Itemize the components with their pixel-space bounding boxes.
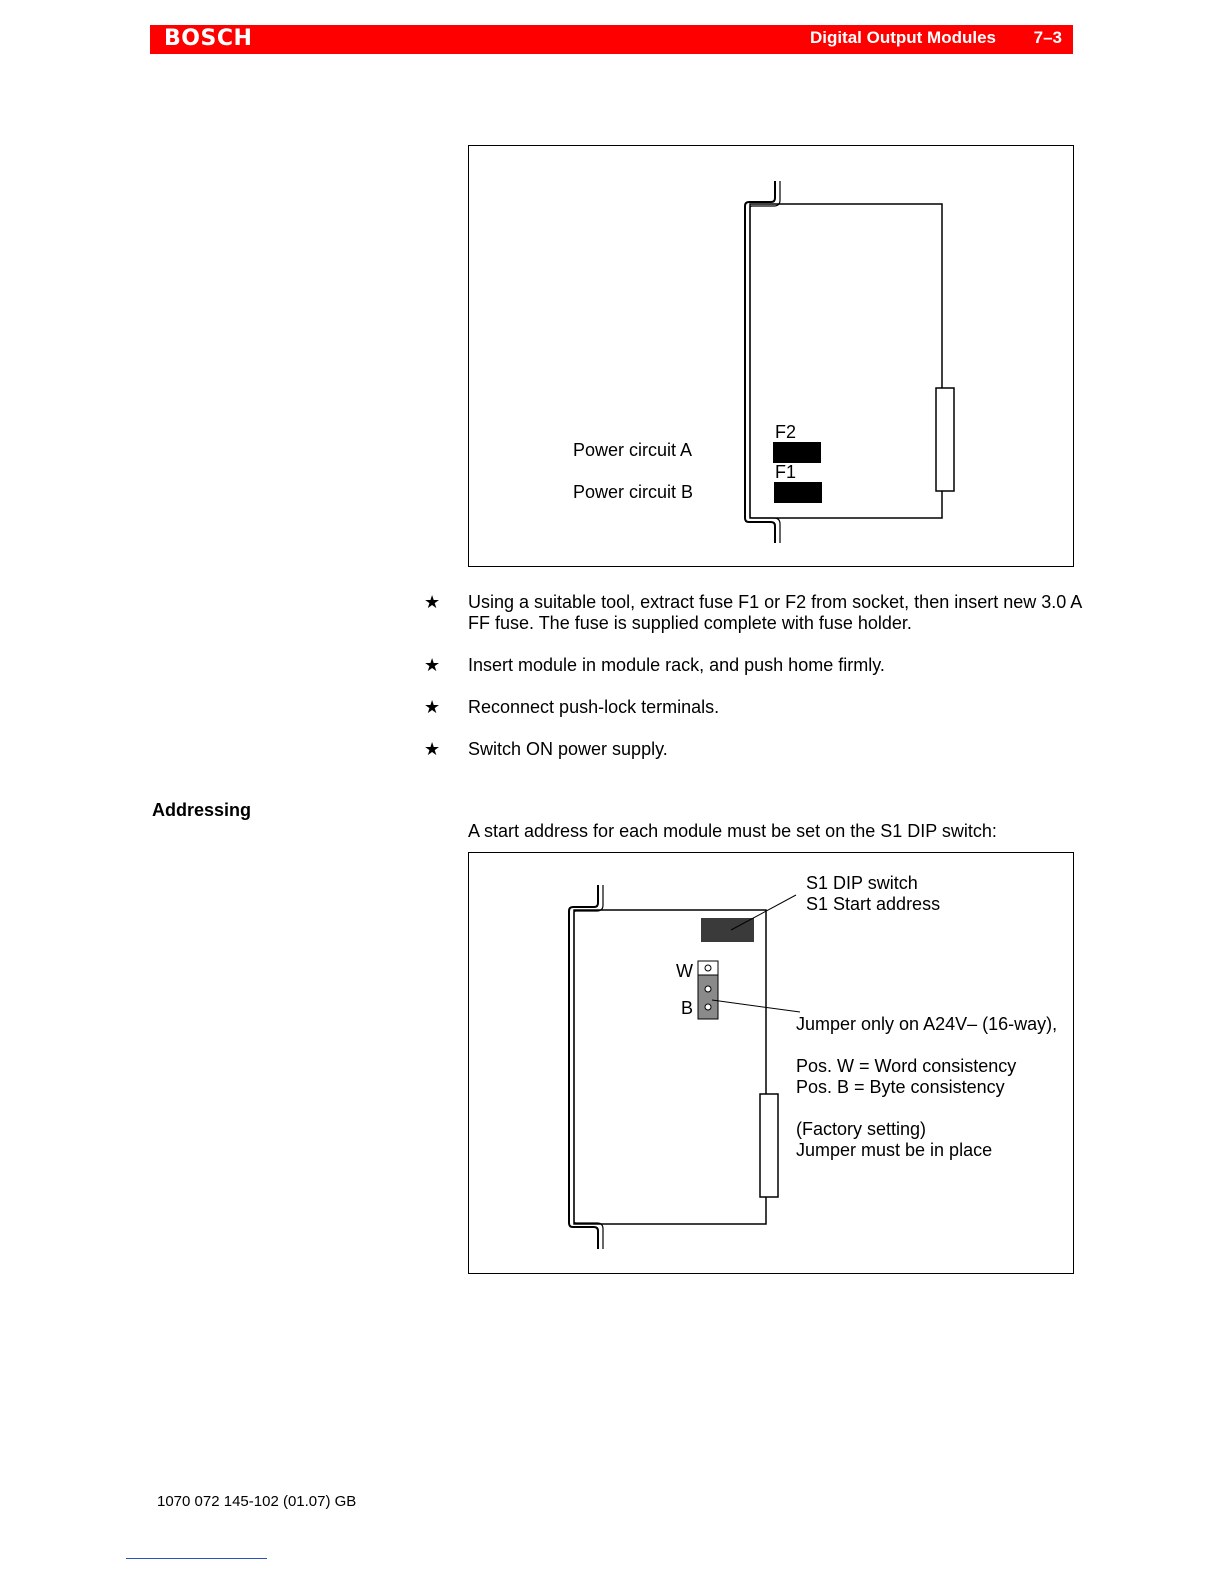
header-bar — [150, 25, 1073, 54]
procedure-steps — [424, 592, 1084, 781]
fuse-f1 — [774, 482, 822, 503]
dip-switch-figure — [468, 852, 1074, 1274]
power-circuit-a-label: Power circuit A — [573, 440, 693, 460]
star-icon: ★ — [424, 697, 441, 717]
list-item — [424, 697, 1084, 718]
step-text: Using a suitable tool, extract fuse F1 or F2 from socket, then insert new 3.0 A FF fuse. The fuse is supplied complete with fuse holder. — [468, 592, 1082, 633]
factory-setting-note: (Factory setting) — [796, 1119, 927, 1139]
fuse-location-figure — [468, 145, 1074, 567]
bosch-logo: BOSCH — [164, 26, 253, 51]
fuse-f2 — [773, 442, 821, 463]
step-text: Insert module in module rack, and push home firmly. — [468, 655, 885, 675]
power-circuit-b-label: Power circuit B — [573, 482, 694, 502]
jumper-note: Jumper only on A24V– (16-way), — [796, 1014, 1058, 1034]
fuse-f2-label: F2 — [775, 422, 797, 442]
star-icon: ★ — [424, 592, 441, 612]
section-heading-addressing: Addressing — [152, 800, 252, 820]
pos-b-note: Pos. B = Byte consistency — [796, 1077, 1005, 1097]
list-item — [424, 655, 1084, 676]
step-text: Reconnect push-lock terminals. — [468, 697, 720, 717]
page-number: 7–3 — [1033, 28, 1062, 47]
list-item — [424, 739, 1084, 760]
list-item — [424, 592, 1084, 634]
module-fuse-diagram — [469, 146, 1073, 566]
star-icon: ★ — [424, 655, 441, 675]
position-w-label: W — [676, 961, 693, 981]
pos-w-note: Pos. W = Word consistency — [796, 1056, 1017, 1076]
fuse-f1-label: F1 — [775, 462, 797, 482]
document-number: 1070 072 145-102 (01.07) GB — [157, 1493, 357, 1510]
chapter-title: Digital Output Modules — [809, 28, 996, 47]
jumper-in-place-note: Jumper must be in place — [796, 1140, 993, 1160]
star-icon: ★ — [424, 739, 441, 759]
dip-switch-label: S1 DIP switch — [806, 873, 918, 893]
start-address-label: S1 Start address — [806, 894, 941, 914]
addressing-intro: A start address for each module must be set on the S1 DIP switch: — [468, 821, 997, 841]
jumper — [698, 975, 718, 1019]
footer-rule — [126, 1558, 267, 1559]
step-text: Switch ON power supply. — [468, 739, 668, 759]
position-b-label: B — [681, 998, 694, 1018]
